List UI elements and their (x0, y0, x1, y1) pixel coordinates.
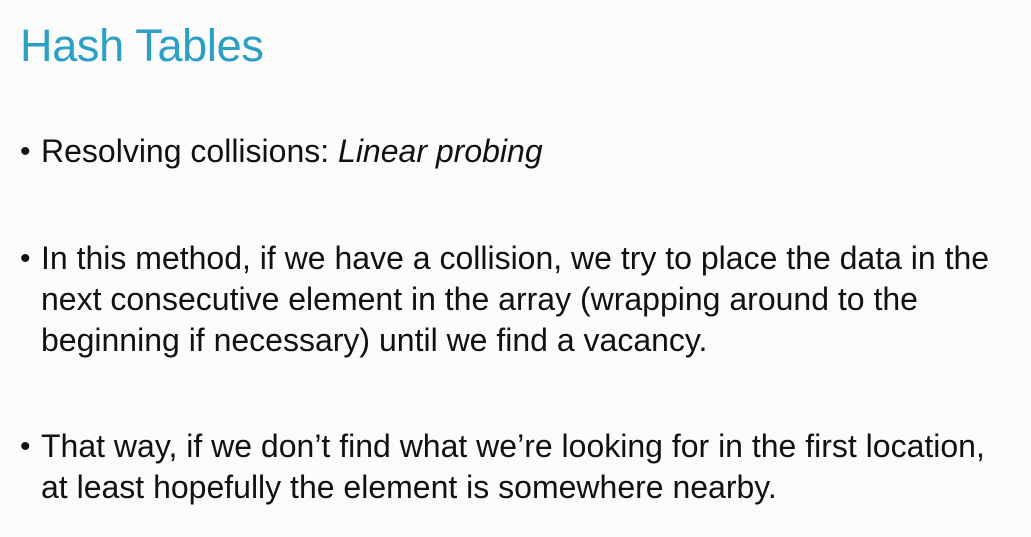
bullet-emphasis: Linear probing (338, 133, 543, 169)
bullet-icon: • (20, 430, 31, 463)
bullet-prefix: Resolving collisions: (41, 133, 339, 169)
bullet-text: That way, if we don’t find what we’re looking for in the first location, at least hopefully the element is somewhere nearby. (41, 428, 985, 505)
bullet-item (20, 426, 1020, 508)
bullet-item (20, 131, 1020, 172)
bullet-text (41, 131, 1020, 172)
slide-title: Hash Tables (20, 20, 264, 71)
bullet-icon: • (20, 135, 31, 168)
bullet-item (20, 238, 1020, 361)
bullet-text: In this method, if we have a collision, we try to place the data in the next consecutive element in the array (wrapping around to the beginning if necessary) until we find a vacancy. (41, 240, 990, 358)
bullet-icon: • (20, 242, 31, 275)
